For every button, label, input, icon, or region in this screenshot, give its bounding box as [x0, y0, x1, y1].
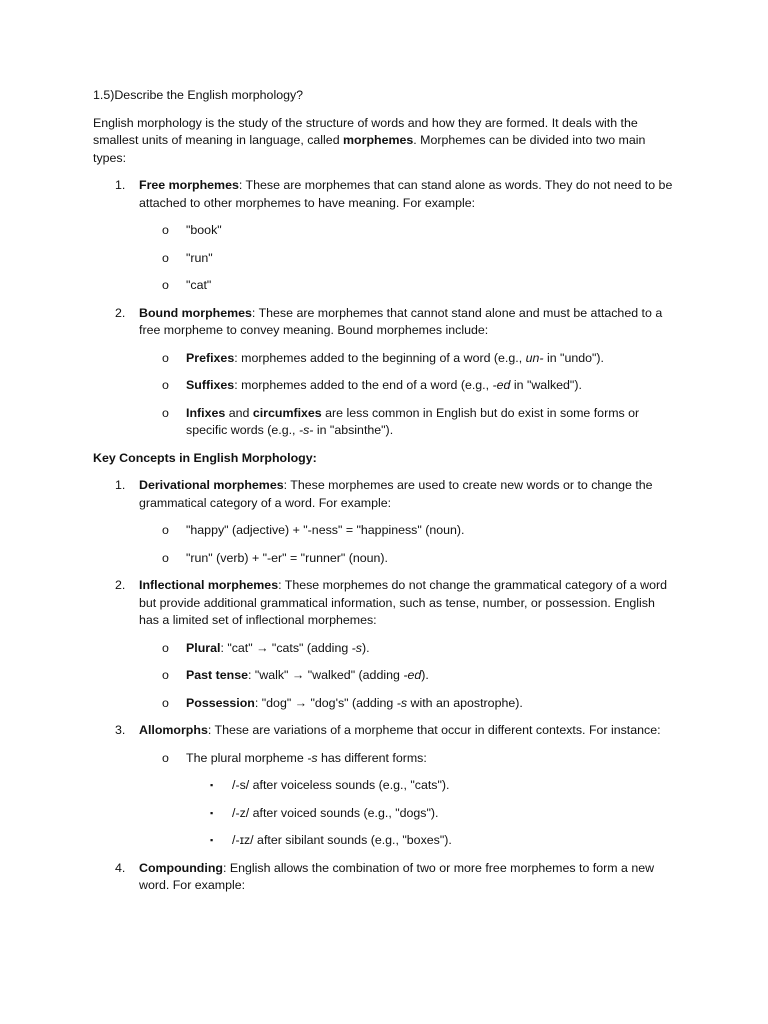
bullet-item-suffixes: o Suffixes: morphemes added to the end of a word (e.g., -ed in "walked"). [162, 378, 582, 392]
list-item-free-morphemes: 1. Free morphemes: These are morphemes that can stand alone as words. They do not need to be attached to other morphemes to have meaning. For example: [115, 178, 673, 210]
list-item-inflectional: 2. Inflectional morphemes: These morphemes do not change the grammatical category of a word but provide additional grammatical information, such as tense, number, or possession. English has a limited set of inflectional morphemes: [115, 578, 668, 627]
list-item-derivational: 1. Derivational morphemes: These morphemes are used to create new words or to change the grammatical category of a word. For example: [115, 478, 653, 510]
bullet-item: o "book" [162, 223, 222, 237]
bullet-item: o "run" [162, 250, 213, 265]
question-heading: 1.5)Describe the English morphology? [93, 88, 304, 102]
bullet-item: o "run" (verb) + "-er" = "runner" (noun). [162, 550, 389, 565]
list-item-compounding: 4. Compounding: English allows the combination of two or more free morphemes to form a new word. For example: [115, 860, 655, 892]
bullet-item-infixes: o Infixes and circumfixes are less common in English but do exist in some forms or specific words (e.g., -s- in "absinthe"). [162, 405, 640, 437]
list-item-bound-morphemes: 2. Bound morphemes: These are morphemes that cannot stand alone and must be attached to a free morpheme to convey meaning. Bound morphemes include: [115, 305, 663, 337]
bullet-item-plural: o Plural: "cat" → "cats" (adding -s). [162, 640, 370, 655]
bullet-item-prefixes: o Prefixes: morphemes added to the beginning of a word (e.g., un- in "undo"). [162, 350, 604, 365]
bullet-item: o "happy" (adjective) + "-ness" = "happiness" (noun). [162, 523, 465, 537]
list-item-allomorphs: 3. Allomorphs: These are variations of a morpheme that occur in different contexts. For instance: [115, 723, 661, 737]
bullet-item: o "cat" [162, 278, 212, 292]
square-bullet-item: ▪ /-ɪz/ after sibilant sounds (e.g., "boxes"). [210, 833, 452, 847]
section-heading: Key Concepts in English Morphology: [93, 450, 317, 465]
bullet-item-plural-morpheme: o The plural morpheme -s has different forms: [162, 750, 427, 765]
bullet-item-possession: o Possession: "dog" → "dog's" (adding -s with an apostrophe). [162, 695, 523, 710]
bullet-item-past-tense: o Past tense: "walk" → "walked" (adding -ed). [162, 668, 429, 682]
intro-paragraph: English morphology is the study of the structure of words and how they are formed. It deals with the smallest units of meaning in language, called morphemes. Morphemes can be divided into two main types: [93, 115, 646, 165]
square-bullet-item: ▪ /-s/ after voiceless sounds (e.g., "cats"). [210, 778, 450, 792]
square-bullet-item: ▪ /-z/ after voiced sounds (e.g., "dogs"). [210, 805, 439, 820]
document-page [93, 87, 678, 905]
